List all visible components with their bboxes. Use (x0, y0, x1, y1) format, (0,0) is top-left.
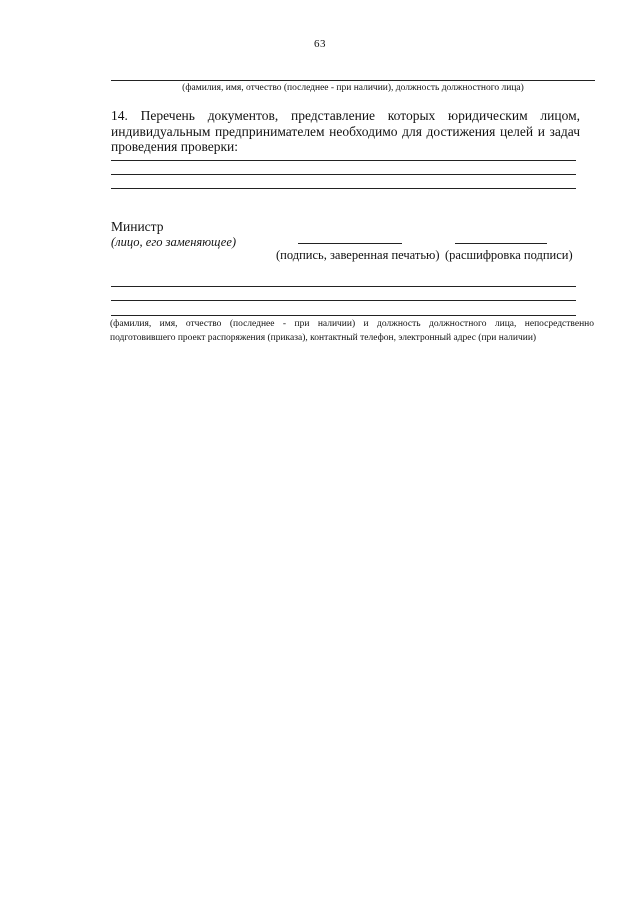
transcript-caption: (расшифровка подписи) (445, 248, 573, 262)
preparer-caption-line-1: (фамилия, имя, отчество (последнее - при наличии) и должность должностного лица, непосредственно (110, 319, 594, 329)
item-14-paragraph (111, 108, 580, 155)
documents-fill-line-3 (111, 188, 576, 189)
preparer-fill-line-3 (111, 315, 576, 316)
item-14-line-3: проведения проверки: (111, 139, 239, 154)
preparer-fill-line-2 (111, 300, 576, 301)
preparer-caption (110, 317, 594, 345)
signature-line (298, 243, 402, 244)
official-name-caption: (фамилия, имя, отчество (последнее - при наличии), должность должностного лица) (182, 83, 524, 93)
signatory-deputy: (лицо, его заменяющее) (111, 235, 237, 249)
documents-fill-line-1 (111, 160, 576, 161)
preparer-fill-line-1 (111, 286, 576, 287)
transcript-line (455, 243, 547, 244)
item-14-line-2: индивидуальным предпринимателем необходимо для достижения целей и задач (111, 123, 580, 139)
page-number: 63 (314, 38, 326, 50)
documents-fill-line-2 (111, 174, 576, 175)
signature-caption: (подпись, заверенная печатью) (276, 248, 440, 262)
item-14-line-1: 14. Перечень документов, представление которых юридическим лицом, (111, 108, 580, 123)
preparer-caption-line-2: подготовившего проект распоряжения (приказа), контактный телефон, электронный адрес (при наличии) (110, 333, 537, 343)
signatory-title: Министр (111, 219, 164, 234)
